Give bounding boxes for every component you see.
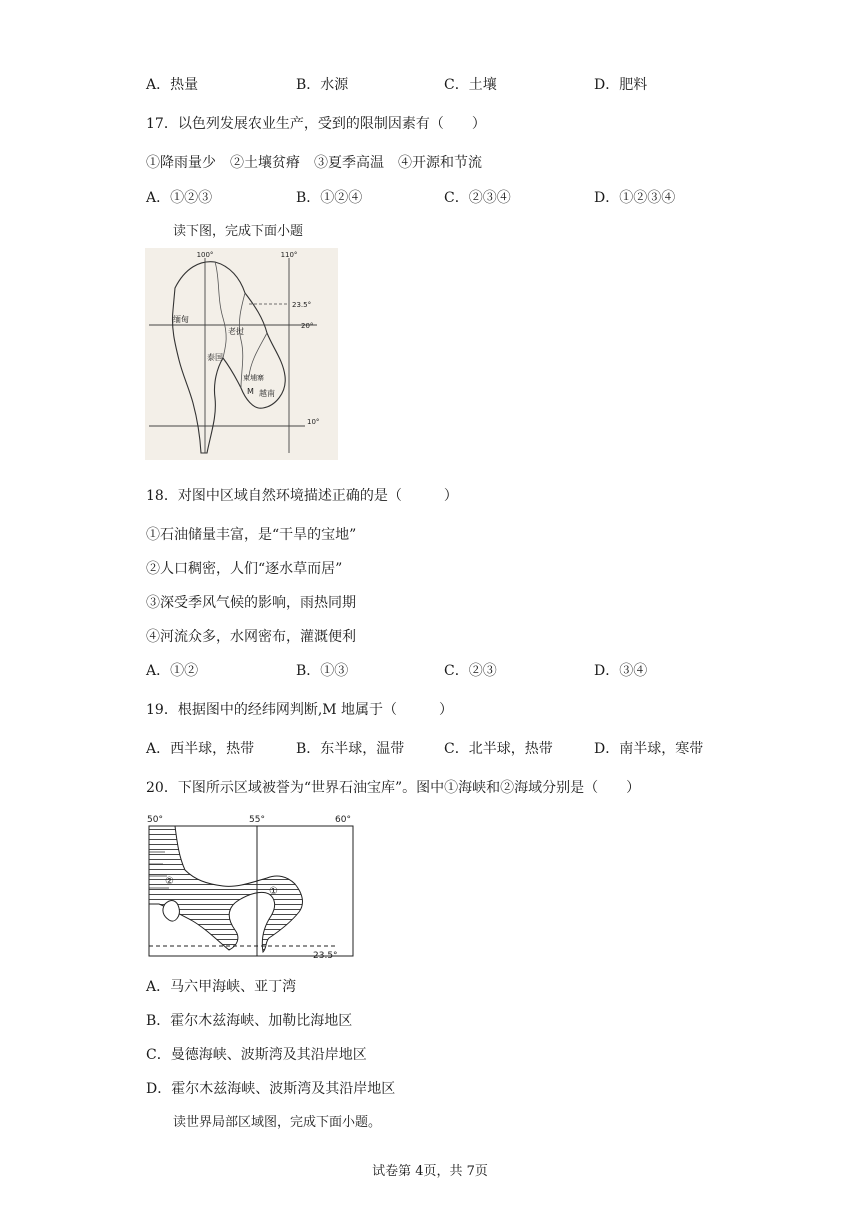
- map-label-cambodia: 柬埔寨: [243, 374, 264, 382]
- q19-stem: 19．根据图中的经纬网判断,M 地属于（ ）: [146, 702, 454, 718]
- page-footer: 试卷第 4页，共 7页: [372, 1164, 488, 1179]
- q18-statement-2: ②人口稠密，人们“逐水草而居”: [146, 561, 343, 577]
- q17-option-b: B．①②④: [296, 190, 363, 206]
- map-label-thailand: 泰国: [207, 353, 223, 362]
- lon-55-label: 55°: [249, 815, 265, 825]
- q17-option-d: D．①②③④: [594, 190, 676, 206]
- q19-option-c: C．北半球，热带: [444, 741, 553, 757]
- q16-option-d: D．肥料: [594, 77, 648, 93]
- q18-stem: 18．对图中区域自然环境描述正确的是（ ）: [146, 488, 458, 504]
- q20-stem: 20．下图所示区域被誉为“世界石油宝库”。图中①海峡和②海域分别是（ ）: [146, 780, 641, 796]
- lat-23-5-label: 23.5°: [313, 951, 338, 961]
- map-label-myanmar: 缅甸: [173, 315, 189, 324]
- q18-statement-1: ①石油储量丰富，是“干旱的宝地”: [146, 527, 357, 543]
- q16-option-a: A．热量: [146, 77, 199, 93]
- intro-text-2: 读世界局部区域图，完成下面小题。: [173, 1115, 382, 1130]
- q18-statement-3: ③深受季风气候的影响，雨热同期: [146, 595, 356, 611]
- q18-option-a: A．①②: [146, 663, 199, 679]
- lat-tropic-label: 23.5°: [292, 301, 312, 309]
- map-label-m: M: [247, 387, 254, 396]
- lat-20-label: 20°: [301, 322, 314, 330]
- q20-option-c: C．曼德海峡、波斯湾及其沿岸地区: [146, 1047, 367, 1063]
- q16-option-c: C．土壤: [444, 77, 497, 93]
- q18-statement-4: ④河流众多，水网密布，灌溉便利: [146, 629, 356, 645]
- q20-option-b: B．霍尔木兹海峡、加勒比海地区: [146, 1013, 353, 1029]
- q17-items: ①降雨量少 ②土壤贫瘠 ③夏季高温 ④开源和节流: [146, 155, 482, 171]
- lon-110-label: 110°: [280, 251, 298, 259]
- q17-option-a: A．①②③: [146, 190, 213, 206]
- q20-option-a: A．马六甲海峡、亚丁湾: [146, 979, 297, 995]
- lat-10-label: 10°: [307, 418, 320, 426]
- indochina-map: [145, 248, 338, 460]
- lon-50-label: 50°: [147, 815, 163, 825]
- q19-option-a: A．西半球，热带: [146, 741, 255, 757]
- q18-option-d: D．③④: [594, 663, 648, 679]
- strait-marker-1: ①: [269, 886, 278, 897]
- q17-stem: 17．以色列发展农业生产，受到的限制因素有（ ）: [146, 116, 486, 132]
- q18-option-b: B．①③: [296, 663, 349, 679]
- q19-option-d: D．南半球，寒带: [594, 741, 704, 757]
- q19-option-b: B．东半球，温带: [296, 741, 405, 757]
- intro-text-1: 读下图，完成下面小题: [173, 224, 304, 239]
- map-label-laos: 老挝: [228, 327, 244, 336]
- lon-100-label: 100°: [196, 251, 214, 259]
- lon-60-label: 60°: [335, 815, 351, 825]
- q20-option-d: D．霍尔木兹海峡、波斯湾及其沿岸地区: [146, 1081, 396, 1097]
- sea-marker-2: ②: [165, 876, 174, 887]
- q18-option-c: C．②③: [444, 663, 497, 679]
- q17-option-c: C．②③④: [444, 190, 511, 206]
- q16-option-b: B．水源: [296, 77, 349, 93]
- persian-gulf-map: [145, 812, 357, 962]
- map-label-vietnam: 越南: [259, 389, 275, 398]
